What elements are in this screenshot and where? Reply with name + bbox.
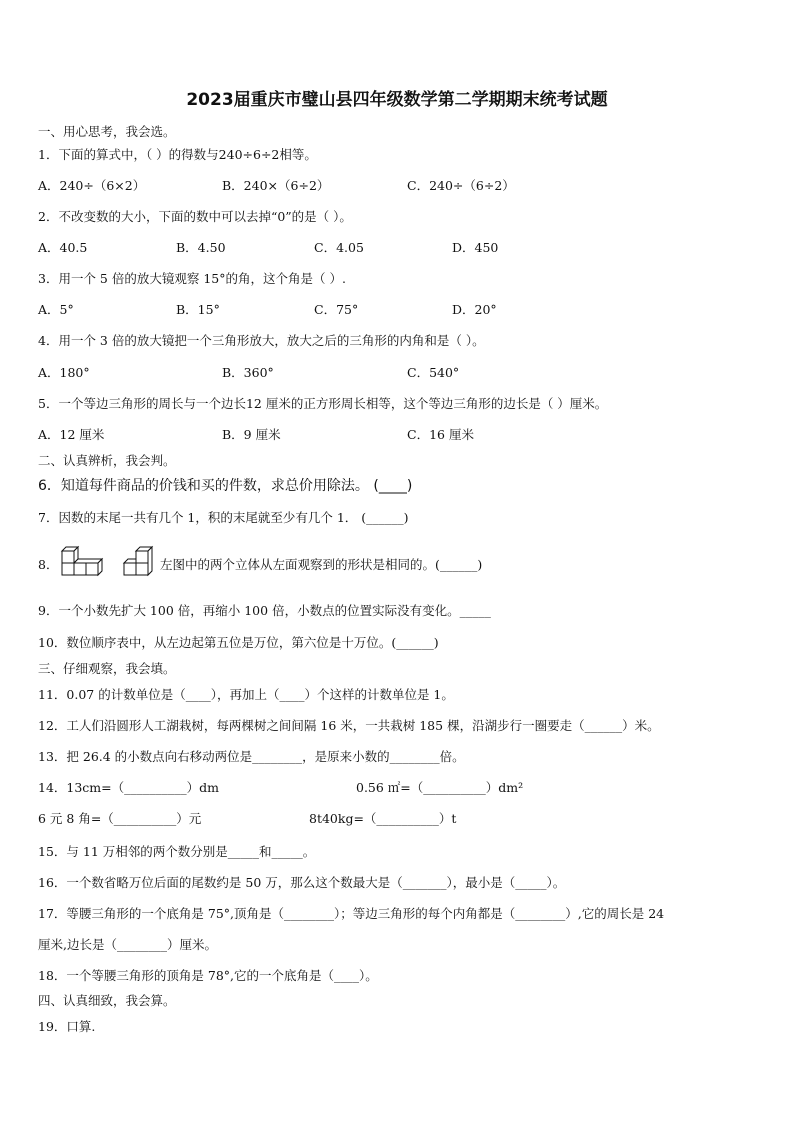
section-heading-1: 一、用心思考，我会选。 xyxy=(38,124,176,139)
question-17-line-1: 17．等腰三角形的一个底角是 75°,顶角是（________）；等边三角形的每个内角都是（________）,它的周长是 24 xyxy=(38,906,665,921)
question-12: 12．工人们沿圆形人工湖栽树，每两棵树之间间隔 16 米，一共栽树 185 棵，沿湖步行一圈要走（______）米。 xyxy=(38,718,660,733)
section-heading-2: 二、认真辨析，我会判。 xyxy=(38,453,176,468)
q3-option-a: A．5° xyxy=(38,302,74,317)
q5-option-c: C．16 厘米 xyxy=(407,427,474,442)
question-3: 3．用一个 5 倍的放大镜观察 15°的角，这个角是（ ）. xyxy=(38,271,346,286)
q4-option-a: A．180° xyxy=(38,365,90,380)
question-14-part-d: 8t40kg=（__________）t xyxy=(309,811,457,826)
question-10: 10．数位顺序表中，从左边起第五位是万位，第六位是十万位。(______) xyxy=(38,635,439,650)
question-18: 18．一个等腰三角形的顶角是 78°,它的一个底角是（____）。 xyxy=(38,968,378,983)
question-1: 1．下面的算式中，（ ）的得数与240÷6÷2相等。 xyxy=(38,147,317,162)
q2-option-d: D．450 xyxy=(452,240,499,255)
q4-option-c: C．540° xyxy=(407,365,460,380)
q5-option-b: B．9 厘米 xyxy=(222,427,281,442)
q2-option-c: C．4.05 xyxy=(314,240,364,255)
question-8: 左图中的两个立体从左面观察到的形状是相同的。(______) xyxy=(160,557,483,572)
question-19: 19．口算. xyxy=(38,1019,96,1034)
question-13: 13．把 26.4 的小数点向右移动两位是________，是原来小数的________倍。 xyxy=(38,749,465,764)
q3-option-c: C．75° xyxy=(314,302,359,317)
question-14-part-b: 0.56 ㎡=（__________）dm² xyxy=(356,780,524,795)
q5-option-a: A．12 厘米 xyxy=(38,427,105,442)
q4-option-b: B．360° xyxy=(222,365,274,380)
q2-option-a: A．40.5 xyxy=(38,240,88,255)
question-4: 4．用一个 3 倍的放大镜把一个三角形放大，放大之后的三角形的内角和是（ ）。 xyxy=(38,333,485,348)
question-15: 15．与 11 万相邻的两个数分别是_____和_____。 xyxy=(38,844,316,859)
question-7: 7．因数的末尾一共有几个 1，积的末尾就至少有几个 1． (______) xyxy=(38,510,409,525)
q2-option-b: B．4.50 xyxy=(176,240,226,255)
question-14-part-a: 14．13cm=（__________）dm xyxy=(38,780,219,795)
q3-option-d: D．20° xyxy=(452,302,497,317)
question-8-number: 8． xyxy=(38,557,59,572)
cube-figure-left xyxy=(60,545,104,583)
q3-option-b: B．15° xyxy=(176,302,220,317)
question-14-part-c: 6 元 8 角=（__________）元 xyxy=(38,811,202,826)
question-2: 2．不改变数的大小，下面的数中可以去掉“0”的是（ ）。 xyxy=(38,209,352,224)
question-6: 6．知道每件商品的价钱和买的件数，求总价用除法。 (____) xyxy=(38,478,413,494)
q1-option-c: C．240÷（6÷2） xyxy=(407,178,515,193)
question-16: 16．一个数省略万位后面的尾数约是 50 万，那么这个数最大是（_______），最小是（_____）。 xyxy=(38,875,566,890)
question-9: 9．一个小数先扩大 100 倍，再缩小 100 倍，小数点的位置实际没有变化。_____ xyxy=(38,603,491,618)
question-5: 5．一个等边三角形的周长与一个边长12 厘米的正方形周长相等，这个等边三角形的边长是（ ）厘米。 xyxy=(38,396,608,411)
q1-option-b: B．240×（6÷2） xyxy=(222,178,330,193)
question-17-line-2: 厘米,边长是（________）厘米。 xyxy=(38,937,217,952)
q1-option-a: A．240÷（6×2） xyxy=(38,178,146,193)
section-heading-4: 四、认真细致，我会算。 xyxy=(38,993,176,1008)
page-title: 2023届重庆市璧山县四年级数学第二学期期末统考试题 xyxy=(186,90,608,110)
question-11: 11．0.07 的计数单位是（____），再加上（____）个这样的计数单位是 1。 xyxy=(38,687,454,702)
section-heading-3: 三、仔细观察，我会填。 xyxy=(38,661,176,676)
cube-figure-right xyxy=(122,545,160,583)
